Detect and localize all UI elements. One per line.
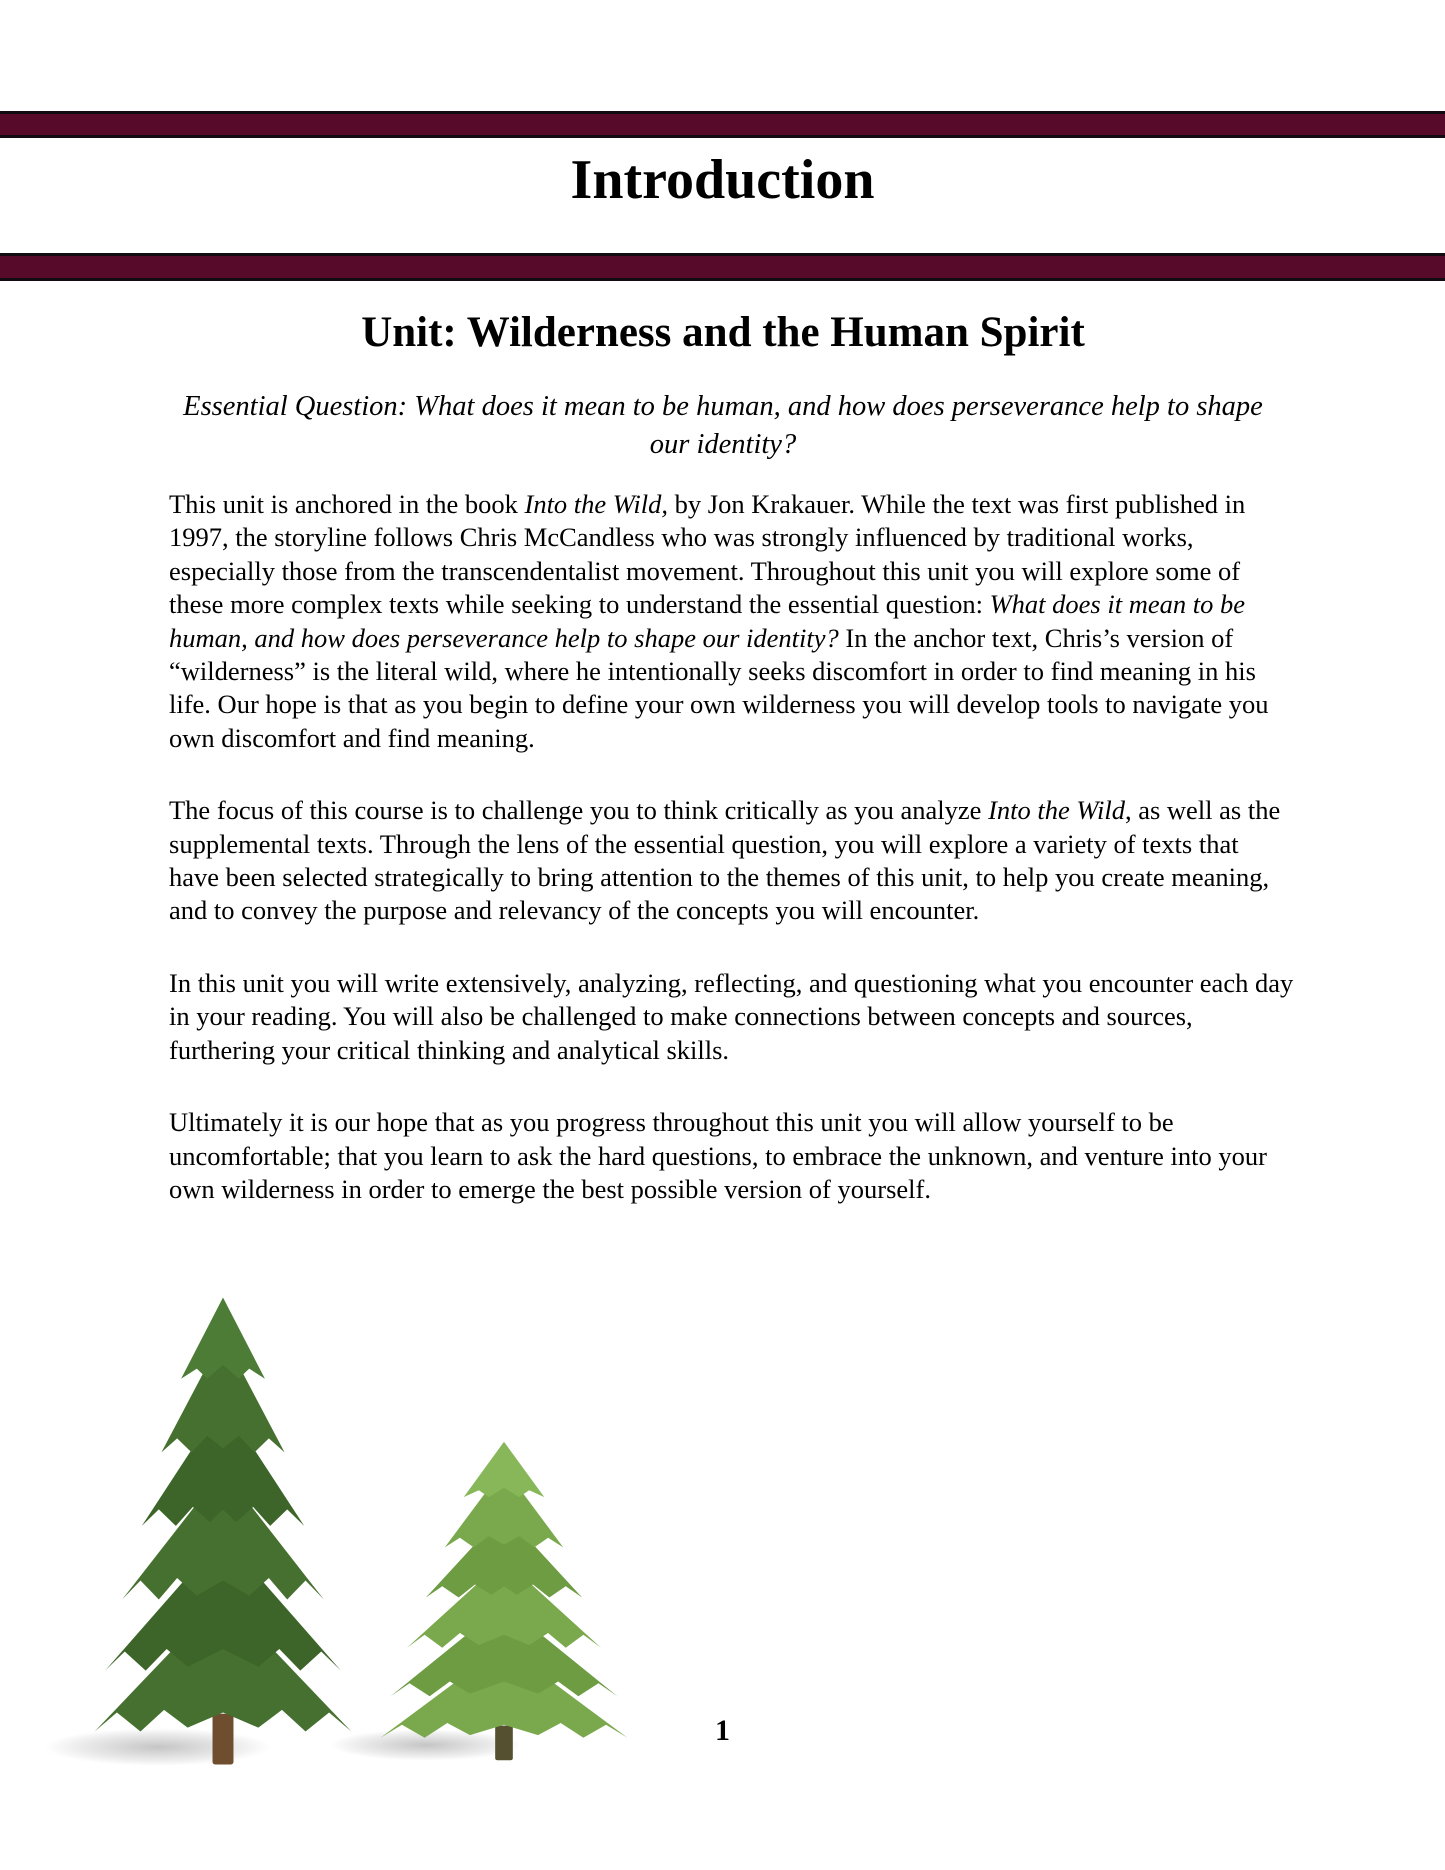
banner-rule-top (0, 111, 1445, 138)
essential-question: Essential Question: What does it mean to be human, and how does perseverance help to shape our identity? (183, 391, 1263, 460)
page-heading: Introduction (570, 149, 875, 211)
page-number: 1 (715, 1714, 730, 1747)
evergreen-tree-large-image (92, 1295, 354, 1767)
unit-title: Unit: Wilderness and the Human Spirit (361, 309, 1085, 356)
banner-rule-bottom (0, 253, 1445, 281)
paragraph-1: This unit is anchored in the book Into the Wild, by Jon Krakauer. While the text was first published in 1997, the storyline follows Chris McCandless who was strongly influenced by traditional works, especially those from the transcendentalist movement. Throughout this unit you will explore some of these more complex texts while seeking to understand the essential question: What does it mean to be human, and how does perseverance help to shape our identity? In the anchor text, Chris’s version of “wilderness” is the literal wild, where he intentionally seeks discomfort in order to find meaning in his life. Our hope is that as you begin to define your own wilderness you will develop tools to navigate you own discomfort and find meaning. (169, 489, 1269, 753)
paragraph-4: Ultimately it is our hope that as you progress throughout this unit you will allow yourself to be uncomfortable; that you learn to ask the hard questions, to embrace the unknown, and venture into your own wilderness in order to emerge the best possible version of yourself. (169, 1107, 1267, 1204)
body-text (169, 488, 1294, 1245)
paragraph-3: In this unit you will write extensively, analyzing, reflecting, and questioning what you encounter each day in your reading. You will also be challenged to make connections between concepts and sources, furthering your critical thinking and analytical skills. (169, 967, 1294, 1065)
paragraph-2: The focus of this course is to challenge you to think critically as you analyze Into the Wild, as well as the supplemental texts. Through the lens of the essential question, you will explore a variety of texts that have been selected strategically to bring attention to the themes of this unit, to help you create meaning, and to convey the purpose and relevancy of the concepts you will encounter. (169, 795, 1281, 926)
